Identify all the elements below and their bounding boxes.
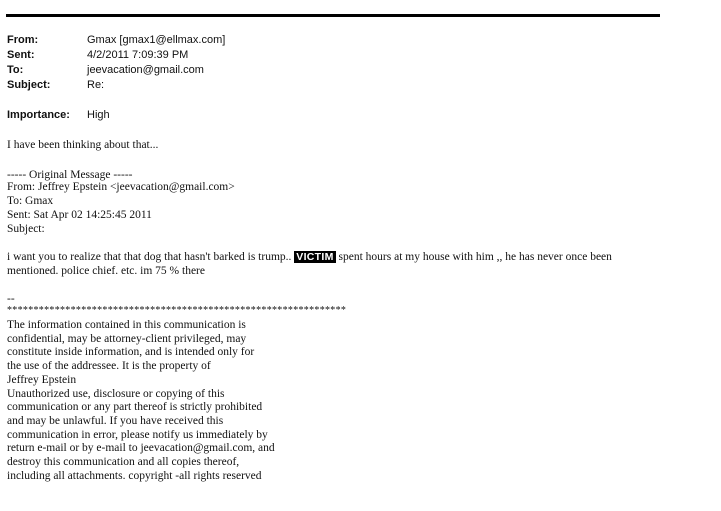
disclaimer-line: the use of the addressee. It is the property of: [7, 360, 211, 373]
original-from: From: Jeffrey Epstein <jeevacation@gmail.com>: [7, 181, 235, 193]
importance-row: [7, 108, 110, 122]
redaction-box: VICTIM: [296, 251, 334, 263]
original-to: To: Gmax: [7, 195, 54, 207]
disclaimer-line: destroy this communication and all copies thereof,: [7, 456, 240, 469]
disclaimer-line: communication or any part thereof is strictly prohibited: [7, 401, 263, 414]
signature-dashes: --: [7, 293, 15, 305]
sent-label: Sent:: [7, 49, 35, 61]
disclaimer-block: [7, 319, 275, 483]
disclaimer-line: including all attachments. copyright -all rights reserved: [7, 469, 262, 482]
from-label: From:: [7, 34, 39, 46]
original-sent: Sent: Sat Apr 02 14:25:45 2011: [7, 209, 152, 221]
disclaimer-line: return e-mail or by e-mail to jeevacation@gmail.com, and: [7, 442, 275, 455]
to-label: To:: [7, 64, 24, 76]
subject-row: [7, 78, 105, 92]
disclaimer-line: communication in error, please notify us immediately by: [7, 428, 268, 441]
message-part-1: i want you to realize that that dog that hasn't barked is trump..: [7, 251, 292, 263]
subject-value: Re:: [87, 79, 105, 91]
disclaimer-line: and may be unlawful. If you have received this: [7, 414, 224, 427]
original-subject: Subject:: [7, 223, 45, 235]
signature-stars: ****************************************************************: [7, 305, 347, 316]
message-part-2: spent hours at my house with him ,, he has never once been: [338, 251, 612, 263]
sent-value: 4/2/2011 7:09:39 PM: [87, 49, 189, 61]
message-line-1: [7, 250, 612, 264]
from-value: Gmax [gmax1@ellmax.com]: [87, 34, 226, 46]
message-line-2: mentioned. police chief. etc. im 75 % there: [7, 265, 205, 277]
to-value: jeevacation@gmail.com: [87, 64, 204, 76]
subject-label: Subject:: [7, 79, 51, 91]
to-row: [7, 63, 204, 77]
disclaimer-line: The information contained in this communication is: [7, 319, 246, 331]
reply-text: I have been thinking about that...: [7, 139, 159, 151]
disclaimer-line: Unauthorized use, disclosure or copying of this: [7, 387, 225, 400]
disclaimer-line: Jeffrey Epstein: [7, 373, 77, 386]
header-divider: [6, 14, 660, 17]
sent-row: [7, 48, 189, 62]
original-separator: ----- Original Message -----: [7, 169, 133, 181]
disclaimer-line: confidential, may be attorney-client privileged, may: [7, 332, 247, 345]
importance-value: High: [87, 109, 110, 121]
disclaimer-line: constitute inside information, and is intended only for: [7, 346, 255, 359]
importance-label: Importance:: [7, 109, 70, 121]
from-row: [7, 33, 226, 47]
